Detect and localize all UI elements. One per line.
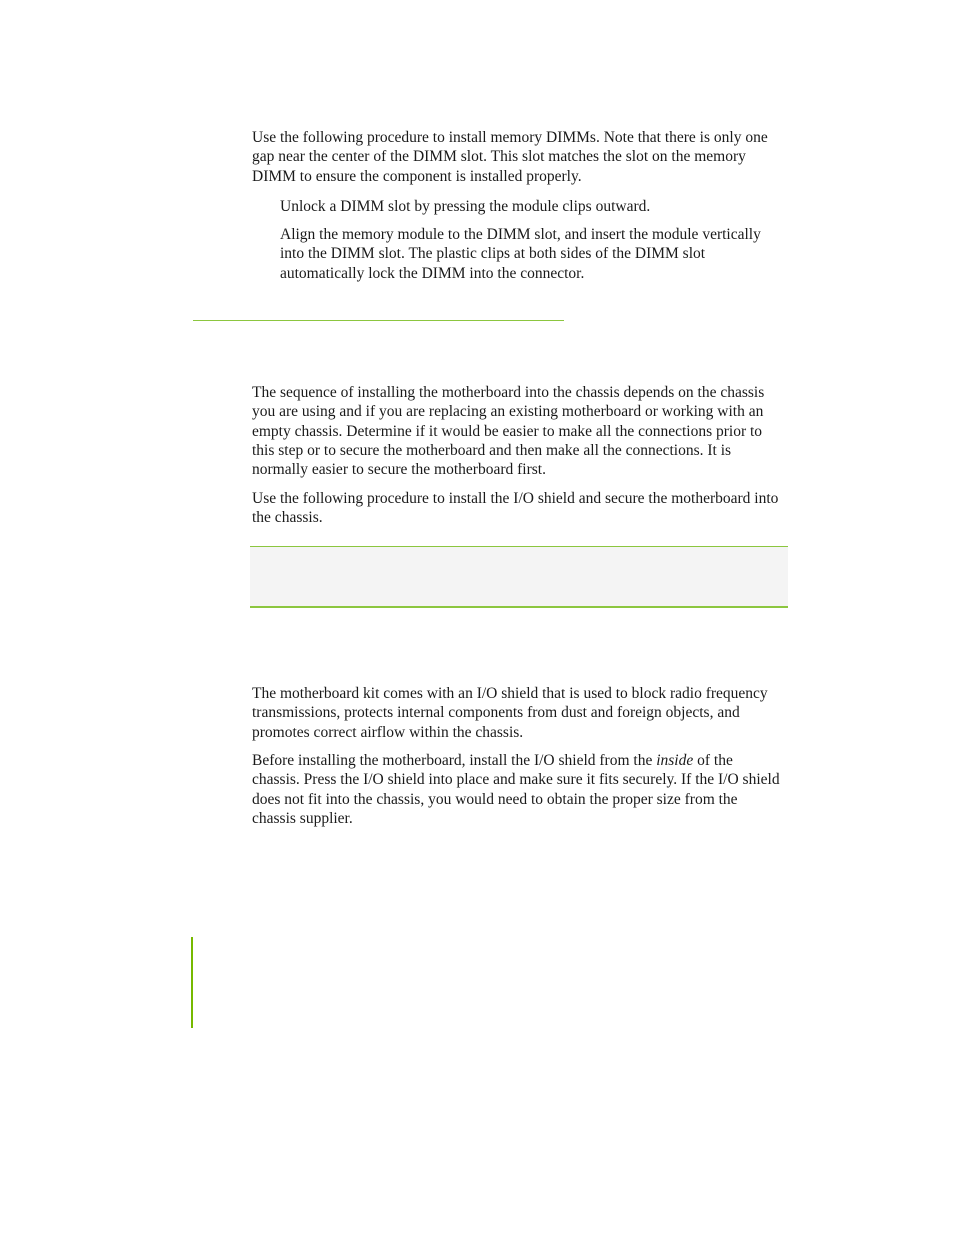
dimm-intro-paragraph: Use the following procedure to install memory DIMMs. Note that there is only one gap near the center of the DIMM slot. This slot matches the slot on the memory DIMM to ensure the component is installed properly. <box>252 129 768 185</box>
io-shield-description-paragraph: The motherboard kit comes with an I/O shield that is used to block radio frequency transmissions, protects internal components from dust and foreign objects, and promotes correct airflow within the chassis. <box>252 685 768 741</box>
io-shield-install-paragraph <box>252 751 782 828</box>
dimm-step-unlock: Unlock a DIMM slot by pressing the module clips outward. <box>280 198 651 215</box>
io-shield-install-text-start: Before installing the motherboard, install the I/O shield from the <box>252 752 657 769</box>
inside-emphasis: inside <box>656 752 694 769</box>
io-shield-install-text-end: of the chassis. Press the I/O shield into place and make sure it fits securely. If the I/O shield does not fit into the chassis, you would need to obtain the proper size from the chassis supplier. <box>252 752 780 827</box>
section-divider <box>193 320 564 321</box>
margin-change-bar <box>191 937 193 1028</box>
note-box <box>250 546 788 608</box>
io-shield-procedure-paragraph: Use the following procedure to install the I/O shield and secure the motherboard into the chassis. <box>252 490 779 527</box>
motherboard-sequence-paragraph: The sequence of installing the motherboard into the chassis depends on the chassis you are using and if you are replacing an existing motherboard or working with an empty chassis. Determine if it would be easier to make all the connections prior to this step or to secure the motherboard and then make all the connections. It is normally easier to secure the motherboard first. <box>252 384 765 479</box>
dimm-step-align: Align the memory module to the DIMM slot, and insert the module vertically into the DIMM slot. The plastic clips at both sides of the DIMM slot automatically lock the DIMM into the connector. <box>280 226 761 282</box>
